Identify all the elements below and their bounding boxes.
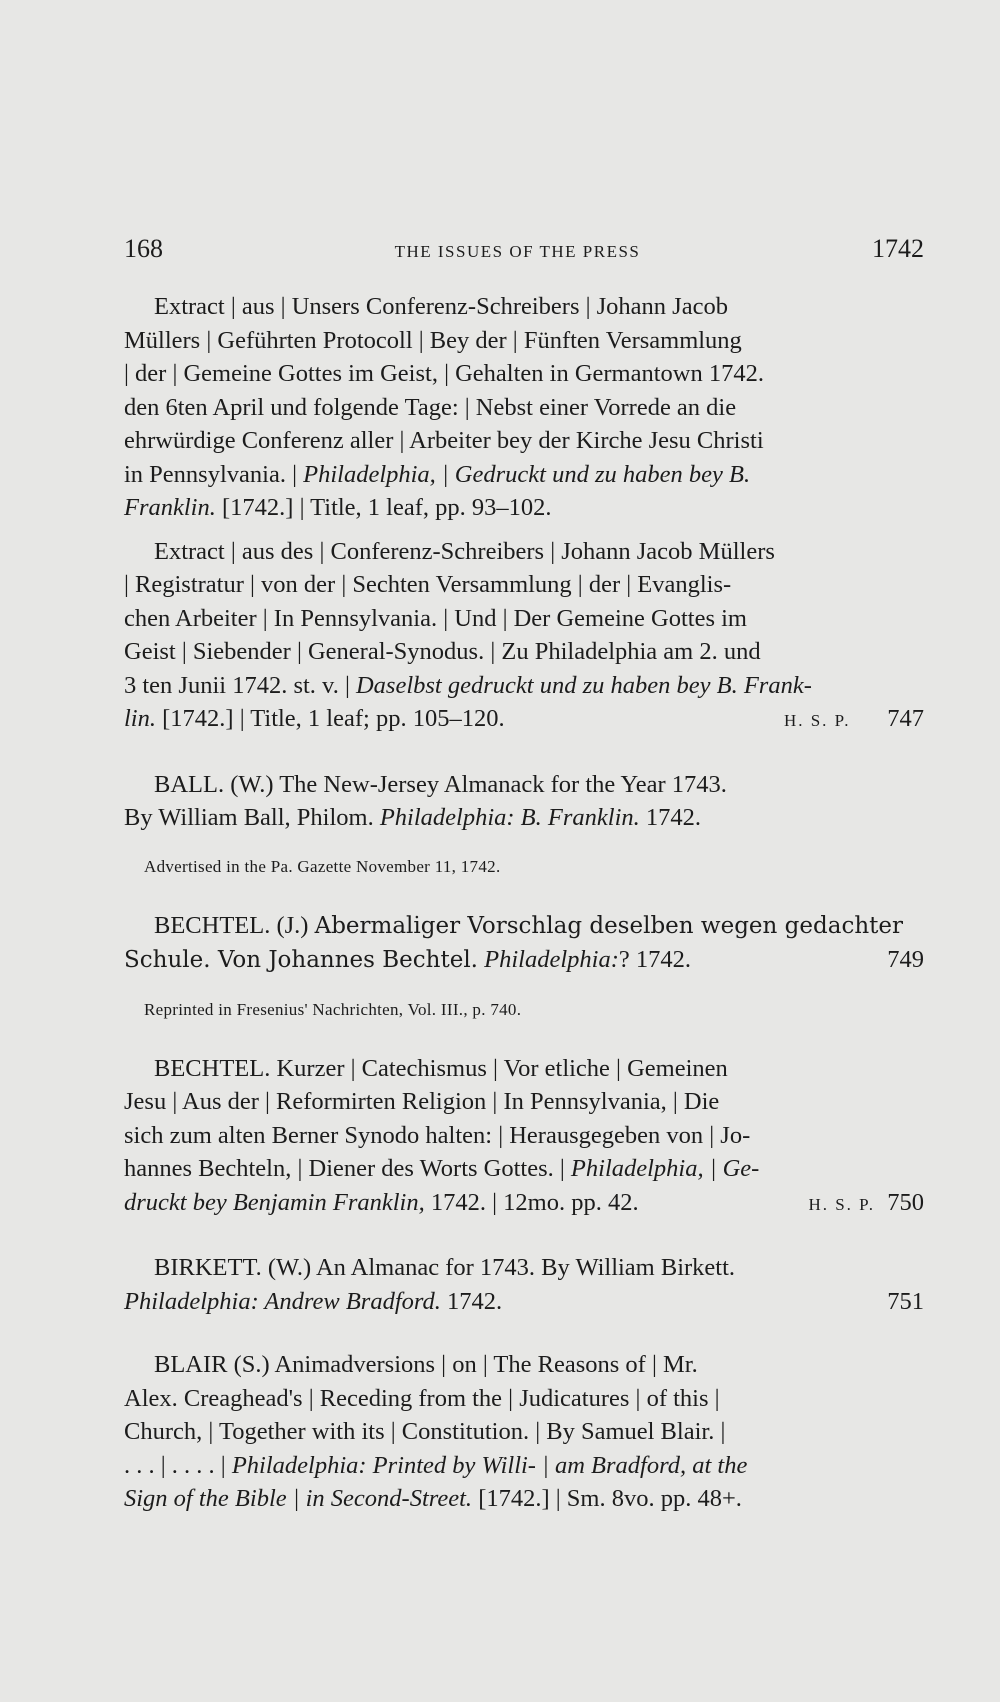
entry-extract-mullers-protocoll: [124, 290, 924, 525]
entry-line: BECHTEL. Kurzer | Catechismus | Vor etliche | Gemeinen: [154, 1054, 728, 1082]
entry-line: [1742.] | Title, 1 leaf; pp. 105–120.: [156, 705, 505, 732]
entry-line: Extract | aus | Unsers Conferenz-Schreibers | Johann Jacob: [154, 293, 728, 320]
entry-line: BLAIR (S.) Animadversions | on | The Reasons of | Mr.: [154, 1351, 698, 1378]
imprint-italic: Philadelphia: Printed by Willi- | am Bradford, at the: [231, 1451, 748, 1479]
entry-line: 1742. | 12mo. pp. 42.: [424, 1188, 639, 1216]
running-title: THE ISSUES OF THE PRESS: [394, 242, 641, 261]
entry-extract-mullers-registratur: [124, 535, 924, 738]
imprint-italic: Daselbst gedruckt und zu haben bey B. Frank-: [355, 671, 812, 699]
entry-line: BALL. (W.) The New-Jersey Almanack for the Year 1743.: [154, 770, 727, 798]
entry-line: den 6ten April und folgende Tage: | Nebst einer Vorrede an die: [124, 393, 737, 421]
entry-line: . . . | . . . . |: [124, 1451, 232, 1479]
entry-line: Geist | Siebender | General-Synodus. | Zu Philadelphia am 2. und: [124, 638, 761, 665]
entry-line: 3 ten Junii 1742. st. v. |: [124, 671, 356, 699]
entry-line: sich zum alten Berner Synodo halten: | Herausgegeben von | Jo-: [124, 1121, 751, 1149]
entry-line: Extract | aus des | Conferenz-Schreibers | Johann Jacob Müllers: [154, 537, 775, 565]
location-mark: H. S. P.: [783, 711, 851, 730]
entry-note: Advertised in the Pa. Gazette November 11, 1742.: [144, 856, 501, 876]
entry-line: in Pennsylvania. |: [124, 460, 304, 488]
imprint-italic: Franklin.: [124, 494, 216, 521]
imprint-italic: Philadelphia: B. Franklin.: [379, 804, 640, 831]
blackletter-text: Schule. Von Johannes Bechtel.: [124, 947, 478, 973]
imprint-italic: Philadelphia:: [478, 946, 619, 973]
header-year: 1742: [871, 234, 924, 263]
entry-number: 751: [887, 1287, 924, 1315]
entry-line: [1742.] | Title, 1 leaf, pp. 93–102.: [215, 494, 552, 521]
entry-note: Reprinted in Fresenius' Nachrichten, Vol. III., p. 740.: [144, 999, 522, 1019]
page-number: 168: [124, 234, 163, 263]
entry-line: | Registratur | von der | Sechten Versammlung | der | Evanglis-: [124, 571, 732, 598]
entry-blair: [124, 1348, 924, 1516]
entry-line: hannes Bechteln, | Diener des Worts Gottes. |: [124, 1155, 571, 1182]
entry-number: 749: [887, 946, 924, 973]
entry-line: [1742.] | Sm. 8vo. pp. 48+.: [472, 1485, 742, 1512]
imprint-italic: lin.: [124, 705, 156, 732]
imprint-italic: Philadelphia, | Ge-: [570, 1155, 760, 1182]
imprint-italic: druckt bey Benjamin Franklin,: [124, 1188, 425, 1216]
entry-number: 750: [887, 1188, 924, 1216]
entry-line: ? 1742.: [618, 946, 691, 973]
imprint-italic: Philadelphia: Andrew Bradford.: [124, 1287, 441, 1315]
entry-number: 747: [887, 705, 924, 732]
imprint-italic: Sign of the Bible | in Second-Street.: [124, 1485, 473, 1512]
entry-line: ehrwürdige Conferenz aller | Arbeiter bey der Kirche Jesu Christi: [124, 427, 764, 454]
entry-line: BECHTEL. (J.): [154, 911, 315, 939]
imprint-italic: Philadelphia, | Gedruckt und zu haben bey B.: [303, 460, 751, 488]
entry-line: By William Ball, Philom.: [124, 804, 380, 831]
entry-line: | der | Gemeine Gottes im Geist, | Gehalten in Germantown 1742.: [124, 360, 764, 387]
entry-line: BIRKETT. (W.) An Almanac for 1743. By William Birkett.: [154, 1254, 736, 1281]
entry-birkett: [124, 1251, 924, 1318]
entry-line: Müllers | Geführten Protocoll | Bey der | Fünften Versammlung: [124, 326, 742, 354]
entry-line: chen Arbeiter | In Pennsylvania. | Und | Der Gemeine Gottes im: [124, 604, 747, 632]
entry-bechtel-catechismus: [124, 1052, 924, 1222]
page-header: [124, 234, 924, 274]
blackletter-text: Abermaliger Vorschlag deselben wegen gedachter: [314, 912, 903, 939]
entry-line: 1742.: [440, 1287, 503, 1315]
entry-bechtel-j: [124, 909, 924, 1022]
location-mark: H. S. P.: [808, 1194, 875, 1214]
entry-line: Alex. Creaghead's | Receding from the | Judicatures | of this |: [124, 1384, 720, 1412]
page-body: [124, 290, 924, 1516]
entry-line: Jesu | Aus der | Reformirten Religion | In Pennsylvania, | Die: [124, 1088, 720, 1115]
entry-line: Church, | Together with its | Constitution. | By Samuel Blair. |: [124, 1418, 726, 1445]
entry-line: 1742.: [639, 804, 702, 831]
entry-ball: [124, 768, 924, 879]
